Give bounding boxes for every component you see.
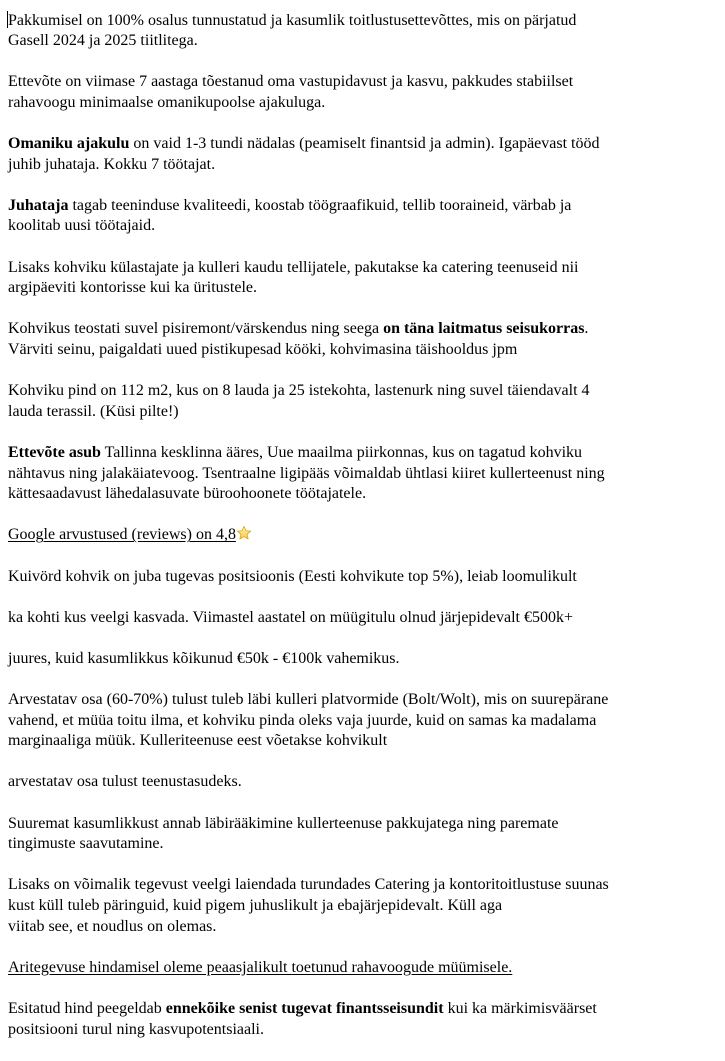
- bold-text: on täna laitmatus seisukorras: [383, 320, 585, 338]
- line: [8, 134, 708, 155]
- bold-text: Ettevõte asub: [8, 443, 101, 461]
- line: argipäeviti kontorisse kui ka üritustele.: [8, 279, 257, 297]
- text: kui ka märkimisväärset: [443, 1000, 597, 1017]
- paragraph-track-record: [8, 72, 708, 113]
- underlined-text: Aritegevuse hindamisel oleme peaasjalikult toetunud rahavoogude müümisele.: [8, 958, 513, 976]
- line: [8, 958, 708, 979]
- line: Suuremat kasumlikkust annab läbirääkimine kullerteenuse pakkujatega ning paremate: [8, 814, 559, 832]
- text: Pakkumisel on 100% osalus tunnustatud ja kasumlik toitlustusettevõttes, mis on pärjatud: [8, 11, 577, 29]
- text: Tallinna kesklinna ääres, Uue maailma piirkonnas, kus on tagatud kohviku: [100, 443, 583, 461]
- paragraph-profit: [8, 649, 708, 670]
- paragraph-negotiation: [8, 814, 708, 855]
- paragraph-location: [8, 443, 708, 505]
- paragraph-position: [8, 567, 708, 588]
- line: [8, 443, 708, 464]
- line: Värviti seinu, paigaldati uued pistikupesad kööki, kohvimasina täishooldus jpm: [8, 341, 518, 358]
- star-icon: [236, 525, 252, 541]
- text: Google arvustused (reviews) on 4,8: [8, 526, 236, 544]
- reviews-underlined: [8, 526, 252, 543]
- paragraph-manager: [8, 196, 708, 237]
- line: [8, 525, 708, 546]
- paragraph-price: [8, 999, 708, 1040]
- text: tagab teeninduse kvaliteedi, koostab töögraafikuid, tellib tooraineid, värbab ja: [68, 196, 572, 214]
- line: vahend, et müüa toitu ilma, et kohviku pinda oleks vaja juurde, kuid on samas ka madalama: [8, 711, 597, 729]
- line: [8, 999, 708, 1020]
- paragraph-valuation-basis: [8, 958, 708, 979]
- text: .: [584, 320, 589, 338]
- line: Gasell 2024 ja 2025 tiitlitega.: [8, 32, 198, 50]
- text: on vaid 1-3 tundi nädalas (peamiselt finantsid ja admin). Igapäevast tööd: [129, 135, 600, 153]
- paragraph-fees: [8, 772, 708, 793]
- line: rahavoogu minimaalse omanikupoolse ajakuluga.: [8, 93, 326, 111]
- bold-text: Omaniku ajakulu: [8, 135, 130, 153]
- line: [8, 11, 708, 32]
- line: nähtavus ning jalakäiatevoog. Tsentraalne ligipääs võimaldab ühtlasi kiiret kullerteenust ning: [8, 464, 605, 482]
- line: arvestatav osa tulust teenustasudeks.: [8, 773, 242, 791]
- paragraph-revenue: [8, 608, 708, 629]
- line: viitab see, et noudlus on olemas.: [8, 917, 217, 935]
- paragraph-catering: [8, 258, 708, 299]
- line: lauda terassil. (Küsi pilte!): [8, 402, 179, 420]
- paragraph-premises: [8, 381, 708, 422]
- paragraph-owner-time: [8, 134, 708, 175]
- line: kust küll tuleb päringuid, kuid pigem juhuslikult ja ebajärjepidevalt. Küll aga: [8, 897, 503, 915]
- line: [8, 196, 708, 217]
- bold-text: ennekõike senist tugevat finantsseisundit: [165, 1000, 444, 1017]
- paragraph-renovation: [8, 319, 708, 360]
- line: tingimuste saavutamine.: [8, 835, 164, 853]
- line: Arvestatav osa (60-70%) tulust tuleb läbi kulleri platvormide (Bolt/Wolt), mis on suurepärane: [8, 691, 609, 709]
- text: Kohvikus teostati suvel pisiremont/värskendus ning seega: [8, 320, 384, 338]
- line: marginaaliga müük. Kulleriteenuse eest võetakse kohvikult: [8, 732, 388, 750]
- line: Kohviku pind on 112 m2, kus on 8 lauda ja 25 istekohta, lastenurk ning suvel täiendavalt 4: [8, 382, 590, 400]
- line: Ettevõte on viimase 7 aastaga tõestanud oma vastupidavust ja kasvu, pakkudes stabiilset: [8, 73, 574, 91]
- line: juhib juhataja. Kokku 7 töötajat.: [8, 155, 216, 173]
- bold-text: Juhataja: [8, 196, 69, 214]
- paragraph-reviews: [8, 525, 708, 546]
- line: ka kohti kus veelgi kasvada. Viimastel aastatel on müügitulu olnud järjepidevalt €500k+: [8, 608, 573, 626]
- paragraph-offer: [8, 11, 708, 52]
- text: Esitatud hind peegeldab: [8, 1000, 166, 1017]
- line: kättesaadavust lähedalasuvate büroohoonete töötajatele.: [8, 485, 367, 503]
- paragraph-expansion: [8, 875, 708, 937]
- line: Lisaks on võimalik tegevust veelgi laiendada turundades Catering ja kontoritoitlustuse suunas: [8, 876, 609, 894]
- document-body[interactable]: [8, 11, 708, 1061]
- line: positsiooni turul ning kasvupotentsiaali.: [8, 1020, 264, 1038]
- line: koolitab uusi töötajaid.: [8, 217, 156, 235]
- line: Lisaks kohviku külastajate ja kulleri kaudu tellijatele, pakutakse ka catering teenuseid nii: [8, 258, 579, 276]
- line: [8, 319, 708, 340]
- line: Kuivörd kohvik on juba tugevas positsioonis (Eesti kohvikute top 5%), leiab loomulikult: [8, 567, 577, 585]
- line: juures, kuid kasumlikkus kõikunud €50k - €100k vahemikus.: [8, 649, 400, 667]
- paragraph-courier: [8, 690, 708, 752]
